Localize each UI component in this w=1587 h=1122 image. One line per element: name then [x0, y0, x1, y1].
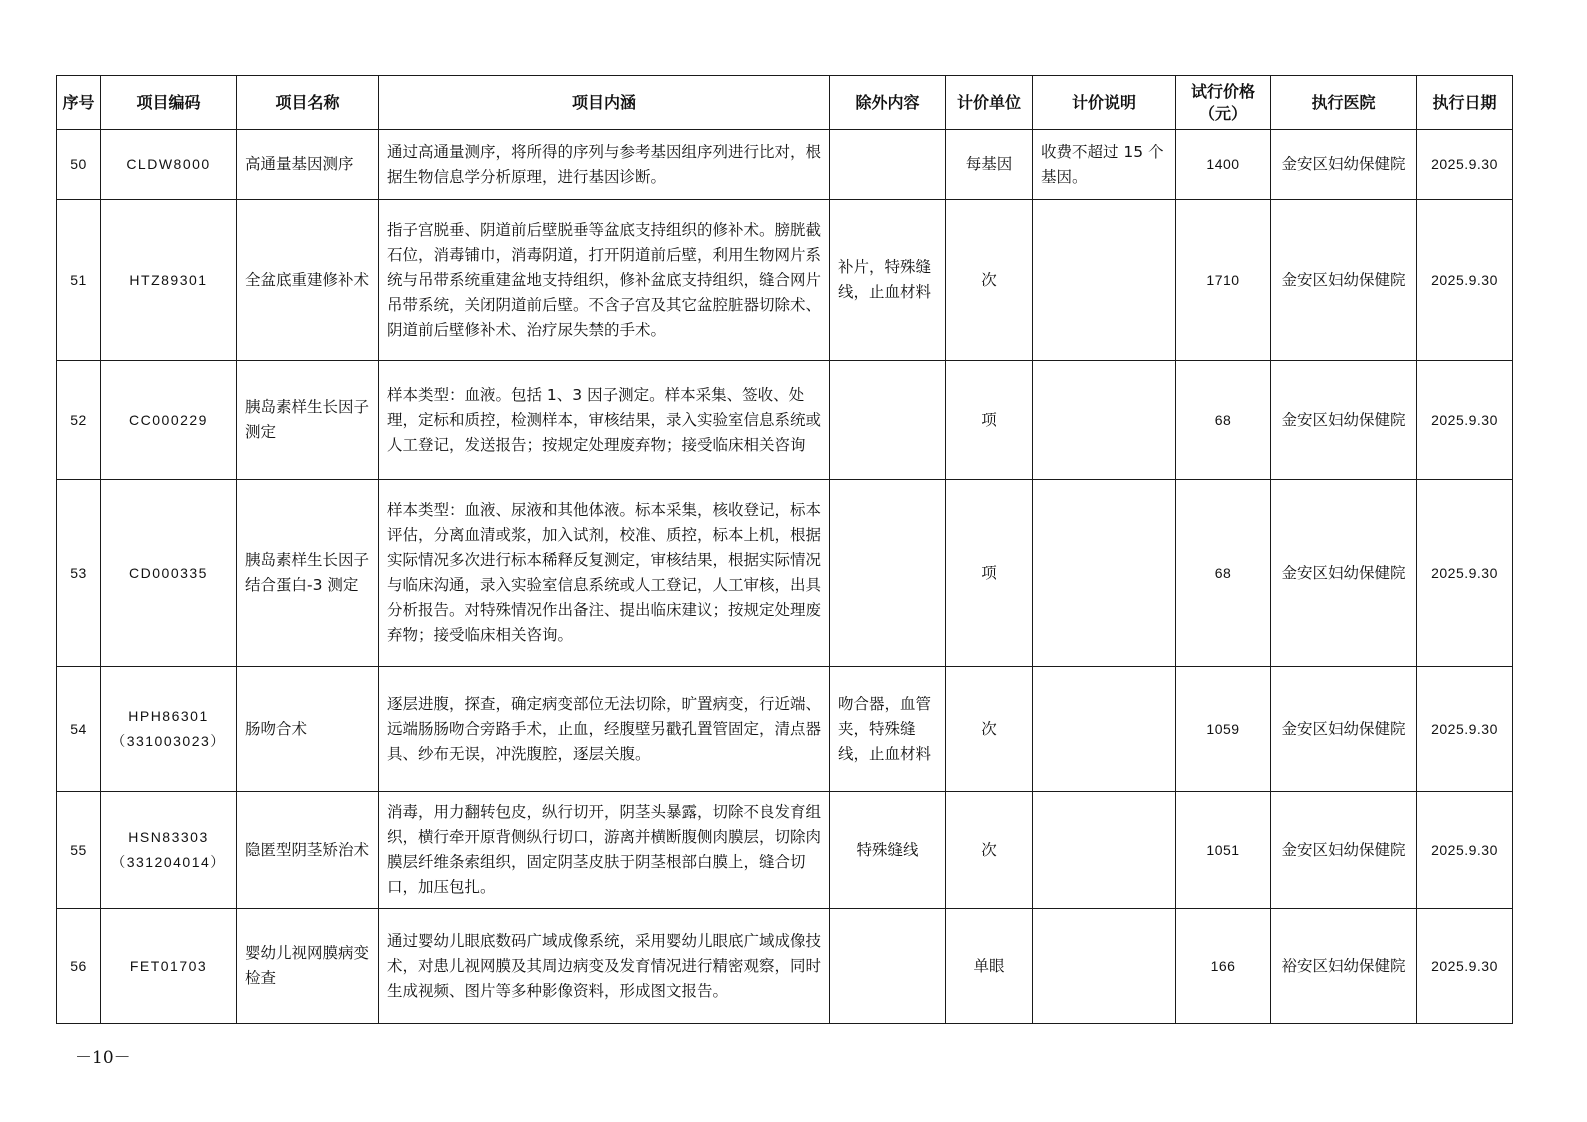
cell-hospital: 金安区妇幼保健院	[1271, 361, 1417, 480]
code-main: CC000229	[129, 411, 208, 428]
cell-exclude	[830, 909, 946, 1024]
cell-code	[101, 480, 237, 667]
table-row	[57, 909, 1513, 1024]
cell-seq: 54	[57, 667, 101, 792]
cell-name: 肠吻合术	[237, 667, 379, 792]
cell-unit: 每基因	[946, 130, 1033, 200]
cell-content: 消毒，用力翻转包皮，纵行切开，阴茎头暴露，切除不良发育组织，横行牵开原背侧纵行切口，游离并横断腹侧肉膜层，切除肉膜层纤维条索组织，固定阴茎皮肤于阴茎根部白膜上，缝合切口，加压包扎。	[379, 792, 830, 909]
cell-content: 样本类型：血液。包括 1、3 因子测定。样本采集、签收、处理，定标和质控，检测样本，审核结果，录入实验室信息系统或人工登记，发送报告；按规定处理废弃物；接受临床相关咨询	[379, 361, 830, 480]
cell-name: 高通量基因测序	[237, 130, 379, 200]
cell-date: 2025.9.30	[1417, 792, 1513, 909]
code-main: HPH86301	[128, 708, 209, 724]
header-price: 试行价格（元）	[1176, 76, 1271, 130]
header-row	[57, 76, 1513, 130]
cell-note: 收费不超过 15 个基因。	[1033, 130, 1176, 200]
cell-name: 胰岛素样生长因子测定	[237, 361, 379, 480]
cell-exclude: 补片，特殊缝线，止血材料	[830, 200, 946, 361]
cell-note	[1033, 909, 1176, 1024]
header-unit: 计价单位	[946, 76, 1033, 130]
cell-code	[101, 200, 237, 361]
code-main: HSN83303	[128, 829, 209, 845]
cell-unit: 次	[946, 792, 1033, 909]
cell-seq: 55	[57, 792, 101, 909]
code-main: FET01703	[129, 957, 208, 974]
header-name: 项目名称	[237, 76, 379, 130]
code-secondary: （331003023）	[111, 733, 226, 749]
cell-price: 68	[1176, 480, 1271, 667]
cell-seq: 50	[57, 130, 101, 200]
cell-hospital: 金安区妇幼保健院	[1271, 130, 1417, 200]
cell-content: 逐层进腹，探查，确定病变部位无法切除，旷置病变，行近端、远端肠肠吻合旁路手术，止血，经腹壁另戳孔置管固定，清点器具、纱布无误，冲洗腹腔，逐层关腹。	[379, 667, 830, 792]
cell-hospital: 金安区妇幼保健院	[1271, 480, 1417, 667]
cell-code	[101, 909, 237, 1024]
cell-content: 样本类型：血液、尿液和其他体液。标本采集，核收登记，标本评估，分离血清或浆，加入试剂，校准、质控，标本上机，根据实际情况多次进行标本稀释反复测定，审核结果，根据实际情况与临床沟通，录入实验室信息系统或人工登记，人工审核，出具分析报告。对特殊情况作出备注、提出临床建议；按规定处理废弃物；接受临床相关咨询。	[379, 480, 830, 667]
header-code: 项目编码	[101, 76, 237, 130]
page-number: －10－	[75, 1048, 131, 1068]
cell-exclude	[830, 130, 946, 200]
cell-price: 166	[1176, 909, 1271, 1024]
header-hospital: 执行医院	[1271, 76, 1417, 130]
header-note: 计价说明	[1033, 76, 1176, 130]
cell-date: 2025.9.30	[1417, 200, 1513, 361]
header-exclude: 除外内容	[830, 76, 946, 130]
table-row	[57, 792, 1513, 909]
header-seq: 序号	[57, 76, 101, 130]
cell-content: 通过高通量测序，将所得的序列与参考基因组序列进行比对，根据生物信息学分析原理，进行基因诊断。	[379, 130, 830, 200]
cell-date: 2025.9.30	[1417, 361, 1513, 480]
cell-name: 隐匿型阴茎矫治术	[237, 792, 379, 909]
cell-code	[101, 792, 237, 909]
cell-unit: 次	[946, 667, 1033, 792]
cell-seq: 53	[57, 480, 101, 667]
cell-price: 1059	[1176, 667, 1271, 792]
code-main: CD000335	[129, 564, 208, 581]
code-main: HTZ89301	[129, 271, 208, 288]
cell-note	[1033, 480, 1176, 667]
cell-exclude: 吻合器，血管夹，特殊缝线，止血材料	[830, 667, 946, 792]
price-table	[56, 75, 1513, 1024]
table-row	[57, 361, 1513, 480]
cell-name: 婴幼儿视网膜病变检查	[237, 909, 379, 1024]
cell-note	[1033, 792, 1176, 909]
cell-content: 指子宫脱垂、阴道前后壁脱垂等盆底支持组织的修补术。膀胱截石位，消毒铺巾，消毒阴道，打开阴道前后壁，利用生物网片系统与吊带系统重建盆地支持组织，修补盆底支持组织，缝合网片吊带系统，关闭阴道前后壁。不含子宫及其它盆腔脏器切除术、阴道前后壁修补术、治疗尿失禁的手术。	[379, 200, 830, 361]
cell-code	[101, 130, 237, 200]
cell-seq: 51	[57, 200, 101, 361]
cell-exclude	[830, 361, 946, 480]
cell-unit: 次	[946, 200, 1033, 361]
header-date: 执行日期	[1417, 76, 1513, 130]
cell-seq: 52	[57, 361, 101, 480]
cell-code	[101, 361, 237, 480]
cell-unit: 项	[946, 480, 1033, 667]
table-row	[57, 480, 1513, 667]
cell-note	[1033, 200, 1176, 361]
header-content: 项目内涵	[379, 76, 830, 130]
cell-exclude	[830, 480, 946, 667]
code-secondary: （331204014）	[111, 854, 226, 870]
table-row	[57, 667, 1513, 792]
cell-unit: 单眼	[946, 909, 1033, 1024]
cell-date: 2025.9.30	[1417, 667, 1513, 792]
cell-code	[101, 667, 237, 792]
code-main: CLDW8000	[126, 156, 211, 172]
cell-date: 2025.9.30	[1417, 480, 1513, 667]
cell-unit: 项	[946, 361, 1033, 480]
cell-content: 通过婴幼儿眼底数码广域成像系统，采用婴幼儿眼底广域成像技术，对患儿视网膜及其周边病变及发育情况进行精密观察，同时生成视频、图片等多种影像资料，形成图文报告。	[379, 909, 830, 1024]
cell-hospital: 金安区妇幼保健院	[1271, 667, 1417, 792]
table-row	[57, 130, 1513, 200]
cell-seq: 56	[57, 909, 101, 1024]
cell-price: 1051	[1176, 792, 1271, 909]
cell-note	[1033, 361, 1176, 480]
table-row	[57, 200, 1513, 361]
cell-price: 1400	[1176, 130, 1271, 200]
cell-price: 68	[1176, 361, 1271, 480]
cell-hospital: 金安区妇幼保健院	[1271, 200, 1417, 361]
cell-hospital: 裕安区妇幼保健院	[1271, 909, 1417, 1024]
cell-name: 胰岛素样生长因子结合蛋白-3 测定	[237, 480, 379, 667]
cell-hospital: 金安区妇幼保健院	[1271, 792, 1417, 909]
cell-note	[1033, 667, 1176, 792]
cell-name: 全盆底重建修补术	[237, 200, 379, 361]
cell-date: 2025.9.30	[1417, 909, 1513, 1024]
cell-date: 2025.9.30	[1417, 130, 1513, 200]
cell-price: 1710	[1176, 200, 1271, 361]
cell-exclude: 特殊缝线	[830, 792, 946, 909]
